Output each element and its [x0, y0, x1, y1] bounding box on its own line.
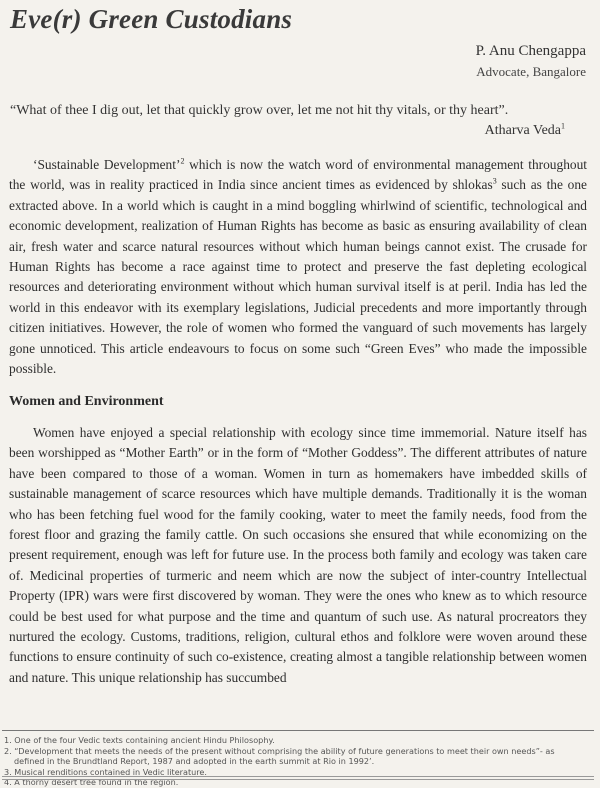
epigraph-source-text: Atharva Veda [484, 123, 561, 138]
epigraph-source [485, 123, 565, 139]
intro-text-3: such as the one extracted above. In a world which is caught in a mind boggling whirlwind of scientific, technological and economic development, realization of Human Rights has become as basic as ensuring availability of clean air, fresh water and scarce natural resources without which human beings cannot exist. The crusade for Human Rights has become a race against time to protect and preserve the fast depleting ecological resources and deteriorating environment without which human survival itself is at peril. India has led the world in this endeavor with its exemplary legislations, Judicial precedents and more importantly through citizen initiatives. However, the role of women who formed the vanguard of such movements has largely gone unnoticed. This article endeavours to focus on some such “Green Eves” who made the impossible possible. [9, 177, 587, 377]
author-name: P. Anu Chengappa [475, 43, 586, 59]
footnote-ref: 3 [492, 176, 497, 186]
article-title: Eve(r) Green Custodians [10, 4, 293, 34]
footnotes [4, 735, 594, 788]
intro-text-2: which is now the watch word of environmental management throughout the world, was in reality practiced in India since ancient times as evidenced by shlokas [9, 157, 587, 193]
footnote-ref: 1 [561, 121, 565, 131]
intro-paragraph [9, 155, 587, 379]
page-bottom-rule [2, 776, 594, 777]
page-bottom-rule [2, 779, 594, 780]
footnote-1: 1. One of the four Vedic texts containing ancient Hindu Philosophy. [4, 735, 275, 745]
footnote-3: 3. Musical renditions contained in Vedic literature. [4, 766, 207, 777]
author-role: Advocate, Bangalore [476, 64, 586, 79]
footnote-4: 4. A thorny desert tree found in the region. [4, 777, 179, 788]
footnote-2-continued: defined in the Brundtland Report, 1987 and adopted in the earth summit at Rio in 1992’. [14, 756, 375, 767]
footnote-2: 2. “Development that meets the needs of the present without comprising the ability of future generations to meet their own needs”- as [4, 745, 555, 756]
footnote-ref: 2 [180, 156, 185, 166]
epigraph-quote: “What of thee I dig out, let that quickly grow over, let me not hit thy vitals, or thy heart”. [10, 103, 509, 118]
footnote-divider [2, 730, 594, 731]
section-paragraph: Women have enjoyed a special relationship with ecology since time immemorial. Nature itself has been worshipped as “Mother Earth” or in the form of “Mother Goddess”. The different attributes of nature have been compared to those of a woman. Women in turn as homemakers have imbedded skills of sustainable management of scarce resources which have multiple demands. Traditionally it is the woman who has been fetching fuel wood for the family cooking, water to meet the family needs, food from the forest floor and grazing the family cattle. On such occasions she ensured that while economizing on the present requirement, enough was left for future use. In the process both family and ecology was taken care of. Medicinal properties of turmeric and neem which are now the subject of inter-country Intellectual Property (IPR) wars were first discovered by woman. They were the ones who knew as to which resource could be best used for what purpose and the time and quantum of such use. As natural procreators they nurtured the ecology. Customs, traditions, religion, cultural ethos and folklore were woven around these functions to ensure continuity of such co-existence, creating almost a tangible relationship between women and nature. This unique relationship has succumbed [9, 425, 587, 685]
intro-text-1: ‘Sustainable Development’ [33, 157, 181, 172]
section-heading: Women and Environment [9, 394, 164, 409]
